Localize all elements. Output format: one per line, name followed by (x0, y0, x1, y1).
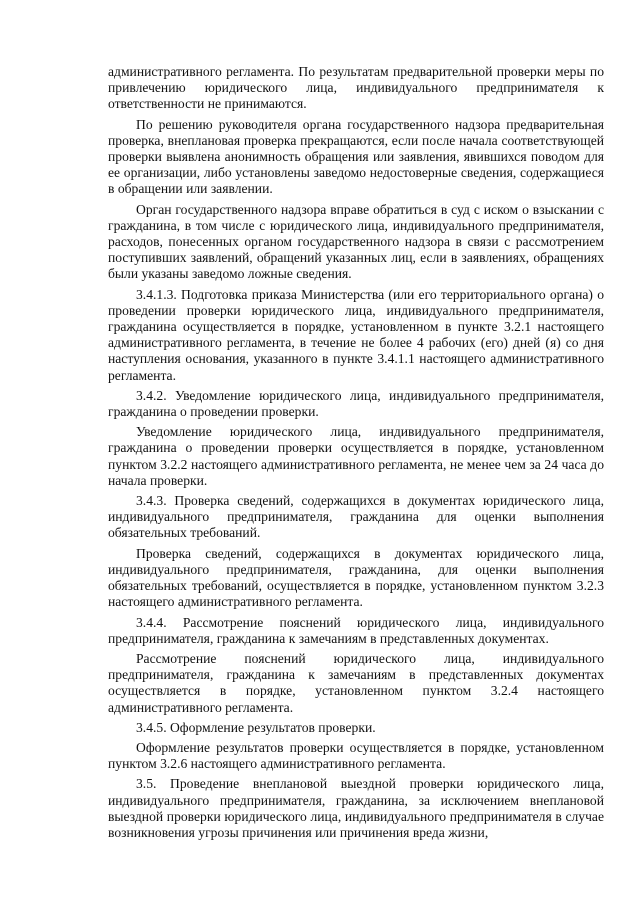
paragraph: 3.4.3. Проверка сведений, содержащихся в документах юридического лица, индивидуального предпринимателя, гражданина для оценки выполнения обязательных требований. (108, 493, 604, 541)
paragraph: 3.4.5. Оформление результатов проверки. (136, 719, 376, 735)
paragraph: Оформление результатов проверки осуществляется в порядке, установленном пунктом 3.2.6 настоящего административного регламента. (108, 739, 604, 772)
paragraph: Уведомление юридического лица, индивидуального предпринимателя, гражданина о проведении проверки осуществляется в порядке, установленном пунктом 3.2.2 настоящего административного регламента, не менее чем за 24 часа до начала проверки. (108, 424, 604, 488)
paragraph: 3.4.4. Рассмотрение пояснений юридического лица, индивидуального предпринимателя, гражданина к замечаниям в представленных документах. (108, 614, 604, 646)
paragraph: 3.4.2. Уведомление юридического лица, индивидуального предпринимателя, гражданина о проведении проверки. (108, 387, 604, 420)
paragraph: 3.4.1.3. Подготовка приказа Министерства (или его территориального органа) о проведении проверки юридического лица, индивидуального предпринимателя, гражданина осуществляется в порядке, установленном в пункте 3.2.1 настоящего административного регламента, в течение не более 4 рабочих (его) дней (я) со дня наступления основания, указанного в пункте 3.4.1.1 настоящего административного регламента. (108, 286, 604, 383)
paragraph: 3.5. Проведение внеплановой выездной проверки юридического лица, индивидуального предпринимателя, гражданина, за исключением внеплановой выездной проверки юридического лица, индивидуального предпринимателя в случае возникновения угрозы причинения или причинения вреда жизни, (108, 776, 604, 840)
paragraph: Орган государственного надзора вправе обратиться в суд с иском о взыскании с гражданина, в том числе с юридического лица, индивидуального предпринимателя, расходов, понесенных органом государственного надзора в связи с рассмотрением поступивших заявлений, обращений указанных лиц, если в заявлениях, обращениях были указаны заведомо ложные сведения. (108, 201, 604, 282)
document-body (108, 64, 604, 841)
paragraph: По решению руководителя органа государственного надзора предварительная проверка, внеплановая проверка прекращаются, если после начала соответствующей проверки выявлена анонимность обращения или заявления, явившихся поводом для ее организации, либо установлены заведомо недостоверные сведения, содержащиеся в обращении или заявлении. (108, 116, 604, 197)
paragraph: Проверка сведений, содержащихся в документах юридического лица, индивидуального предпринимателя, гражданина, для оценки выполнения обязательных требований, осуществляется в порядке, установленном пунктом 3.2.3 настоящего административного регламента. (108, 545, 604, 610)
paragraph: административного регламента. По результатам предварительной проверки меры по привлечению юридического лица, индивидуального предпринимателя к ответственности не принимаются. (108, 64, 604, 112)
paragraph: Рассмотрение пояснений юридического лица, индивидуального предпринимателя, гражданина к замечаниям в представленных документах осуществляется в порядке, установленном пунктом 3.2.4 настоящего административного регламента. (108, 650, 604, 715)
